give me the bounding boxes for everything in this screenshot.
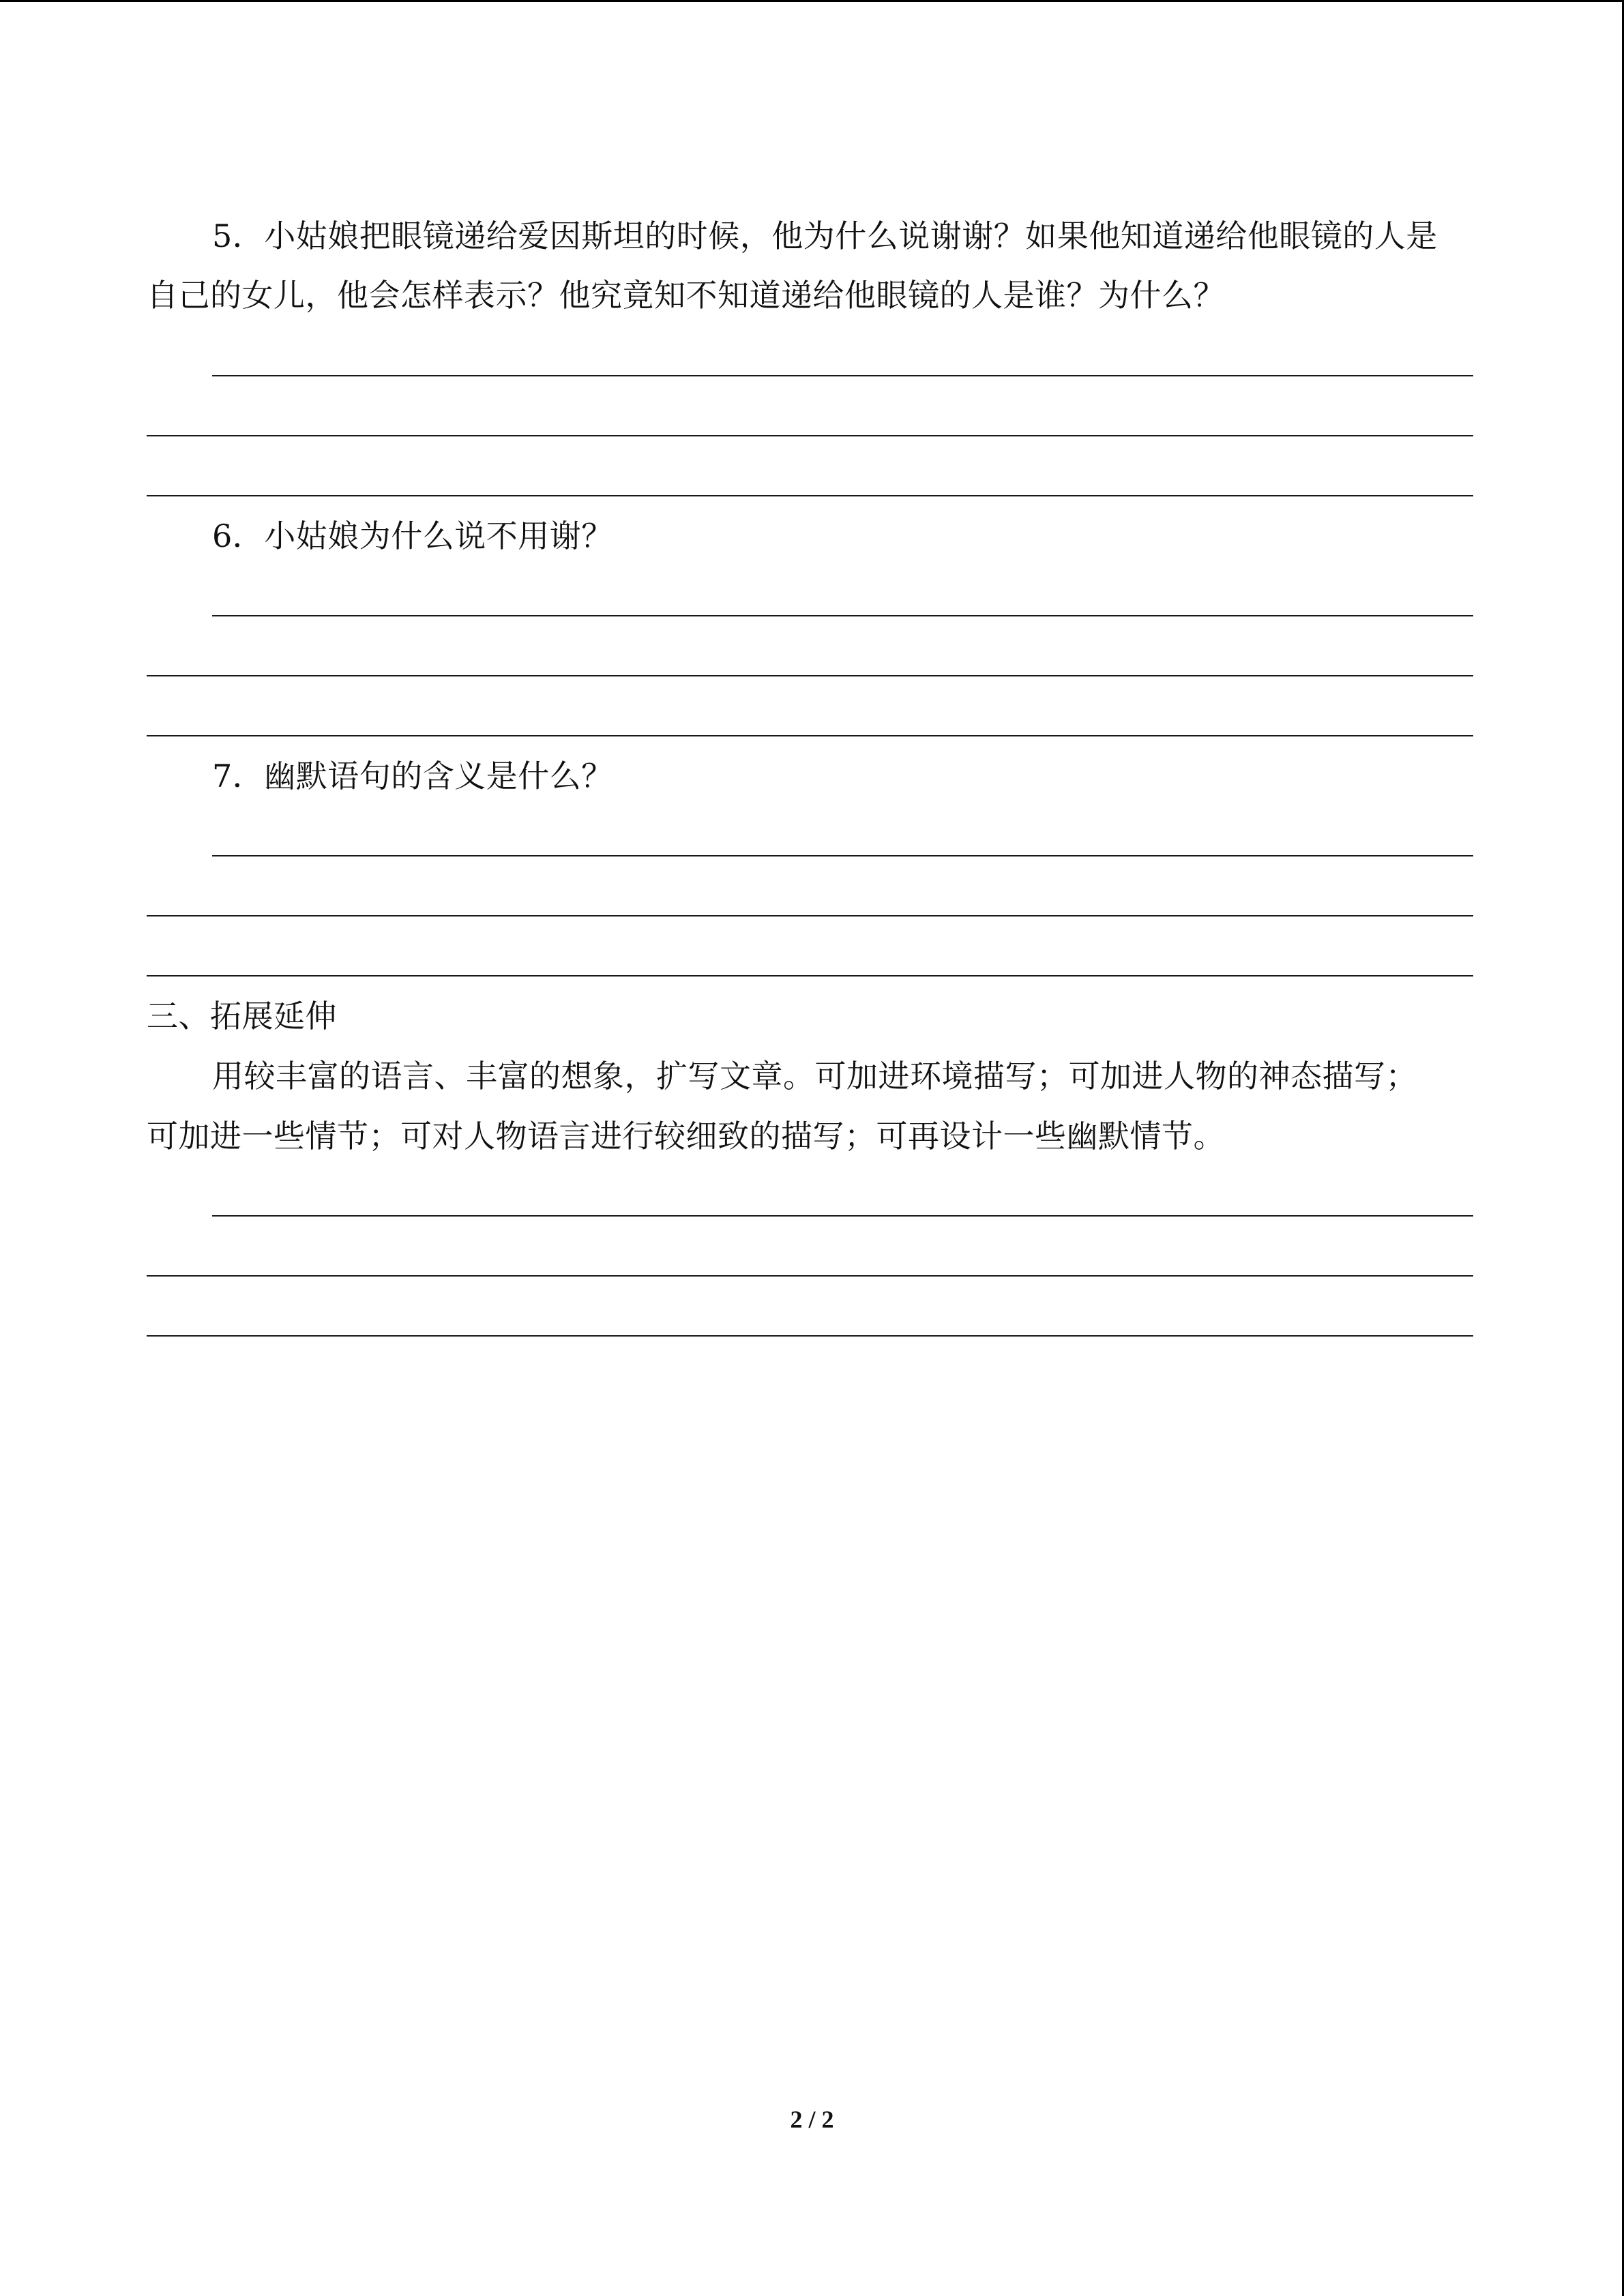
question-5-line-2: 自己的女儿，他会怎样表示？他究竟知不知道递给他眼镜的人是谁？为什么？ [147, 277, 1225, 314]
answer-line[interactable] [147, 675, 1473, 676]
question-7-line-1: 7．幽默语句的含义是什么？ [212, 758, 613, 794]
answer-line[interactable] [212, 1215, 1473, 1217]
answer-line[interactable] [147, 735, 1473, 736]
question-5-line-1: 5．小姑娘把眼镜递给爱因斯坦的时候，他为什么说谢谢？如果他知道递给他眼镜的人是 [212, 218, 1438, 254]
page-number: 2 / 2 [790, 2106, 834, 2133]
section-heading: 三、拓展延伸 [147, 998, 337, 1034]
answer-line[interactable] [147, 915, 1473, 916]
answer-line[interactable] [147, 1335, 1473, 1337]
answer-line[interactable] [147, 435, 1473, 436]
answer-line[interactable] [212, 615, 1473, 616]
section-prompt-line-2: 可加进一些情节；可对人物语言进行较细致的描写；可再设计一些幽默情节。 [147, 1118, 1225, 1154]
answer-line[interactable] [147, 1275, 1473, 1277]
page-border-top [0, 0, 1624, 2]
answer-line[interactable] [212, 855, 1473, 856]
answer-line[interactable] [147, 495, 1473, 496]
question-6-line-1: 6．小姑娘为什么说不用谢？ [212, 518, 613, 554]
section-prompt-line-1: 用较丰富的语言、丰富的想象，扩写文章。可加进环境描写；可加进人物的神态描写； [212, 1058, 1417, 1094]
answer-line[interactable] [147, 975, 1473, 976]
answer-line[interactable] [212, 375, 1473, 376]
